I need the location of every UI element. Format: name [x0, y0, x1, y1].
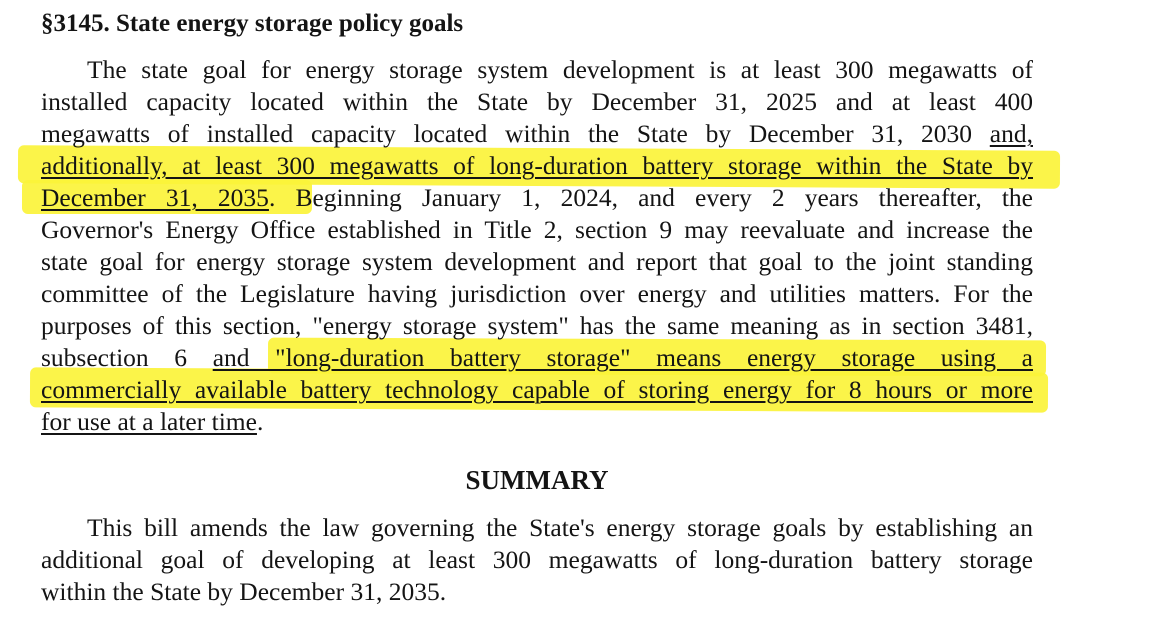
body-line-8: committee of the Legislature having jurisdiction over energy and utilities matters. For the — [41, 279, 1033, 308]
body-line-10: subsection 6 and "long-duration battery storage" means energy storage using a — [41, 343, 1034, 372]
body-line-6: Governor's Energy Office established in Title 2, section 9 may reevaluate and increase the — [41, 215, 1033, 244]
section-title: §3145. State energy storage policy goals — [41, 10, 464, 37]
body-line-4: additionally, at least 300 megawatts of long-duration battery storage within the State by — [41, 151, 1033, 180]
summary-line-3: within the State by December 31, 2035. — [41, 577, 447, 606]
summary-heading: SUMMARY — [465, 465, 609, 495]
body-line-1: The state goal for energy storage system development is at least 300 megawatts of — [87, 55, 1033, 84]
body-line-7: state goal for energy storage system development and report that goal to the joint standing — [41, 247, 1033, 276]
body-line-5: December 31, 2035. Beginning January 1, 2024, and every 2 years thereafter, the — [41, 183, 1034, 212]
body-line-11: commercially available battery technology capable of storing energy for 8 hours or more — [41, 375, 1033, 404]
summary-line-2: additional goal of developing at least 300 megawatts of long-duration battery storage — [41, 545, 1033, 574]
body-line-9: purposes of this section, "energy storage system" has the same meaning as in section 3481, — [41, 311, 1033, 340]
summary-line-1: This bill amends the law governing the State's energy storage goals by establishing an — [87, 513, 1033, 542]
body-line-3: megawatts of installed capacity located within the State by December 31, 2030 and, — [41, 119, 1033, 148]
body-line-12: for use at a later time. — [41, 407, 264, 436]
body-line-2: installed capacity located within the State by December 31, 2025 and at least 400 — [41, 87, 1033, 116]
